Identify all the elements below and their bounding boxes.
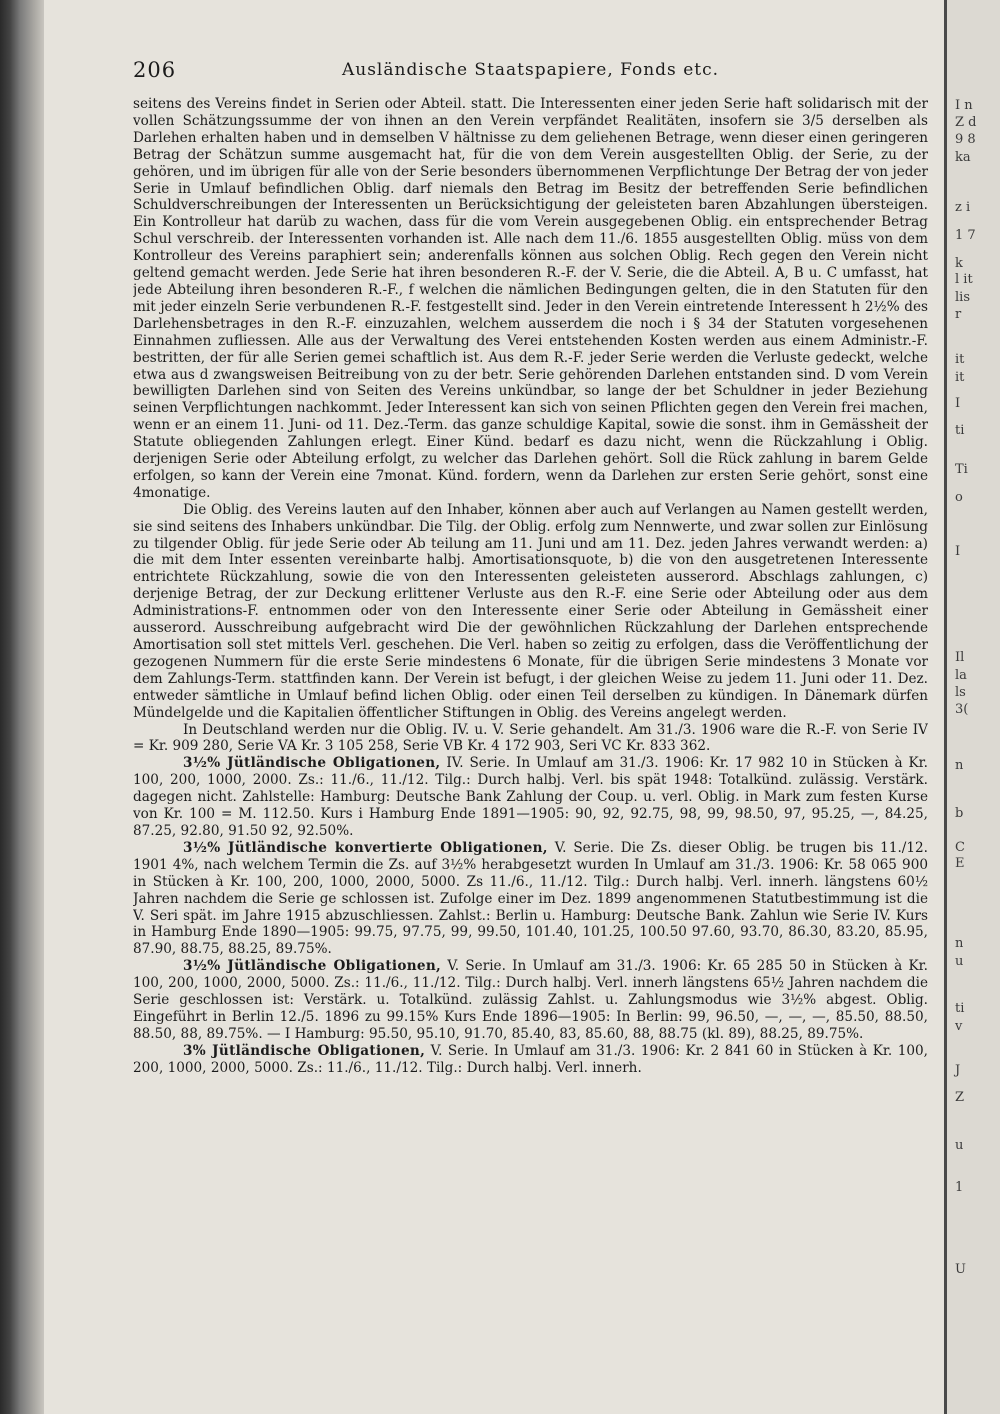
margin-fragment: Z xyxy=(955,1090,965,1105)
margin-fragment: it xyxy=(955,370,965,385)
bond-entry xyxy=(133,958,928,1043)
page-number: 206 xyxy=(133,58,177,82)
margin-fragment: n xyxy=(955,758,964,773)
body-text xyxy=(133,96,928,1396)
margin-fragment: r xyxy=(955,307,962,322)
margin-fragment: I xyxy=(955,396,961,411)
paragraph-text: Die Oblig. des Vereins lauten auf den Inhaber, können aber auch auf Verlangen au Namen gestellt werden, sie sind seitens des Inhabers unkündbar. Die Tilg. der Oblig. erfolg zum Nennwerte, und zwar sollen zur Einlösung zu tilgender Oblig. für jede Serie oder Ab teilung am 11. Juni und am 11. Dez. jeden Jahres verwandt werden: a) die mit dem Inter essenten vereinbarte halbj. Amortisationsquote, b) die von den ausgetretenen Interessente entrichtete Rückzahlung, sowie die von den Interessenten geleisteten ausserord. Abschlags zahlungen, c) derjenige Betrag, der zur Deckung erlittener Verluste aus den R.-F. eine Serie oder Abteilung oder aus dem Administrations-F. entnommen oder von den Interessente einer Serie oder Abteilung in Gemässheit einer ausserord. Ausschreibung aufgebracht wird Die der gewöhnlichen Rückzahlung der Darlehen entsprechende Amortisation soll stet mittels Verl. geschehen. Die Verl. haben so zeitig zu erfolgen, dass die Veröffentlichung der gezogenen Nummern für die erste Serie mindestens 6 Monate, für die übrigen Serie mindestens 3 Monate vor dem Zahlungs-Term. stattfinden kann. Der Verein ist befugt, i der gleichen Weise zu jedem 11. Juni oder 11. Dez. entweder sämtliche in Umlauf befind lichen Oblig. oder einen Teil derselben zu kündigen. In Dänemark dürfen Mündelgelde und die Kapitalien öffentlicher Stiftungen in Oblig. des Vereins angelegt werden. xyxy=(133,501,928,721)
margin-fragment: E xyxy=(955,856,965,871)
margin-fragment: 1 7 xyxy=(955,228,976,243)
margin-fragment: it xyxy=(955,352,965,367)
margin-fragment: 3( xyxy=(955,702,969,717)
margin-fragment: I xyxy=(955,544,961,559)
paragraph xyxy=(133,722,928,756)
bond-entry xyxy=(133,1043,928,1077)
margin-fragment: ka xyxy=(955,150,971,165)
margin-fragment: n xyxy=(955,936,964,951)
margin-fragment: ls xyxy=(955,685,966,700)
margin-fragment: Il xyxy=(955,650,965,665)
page-header xyxy=(133,58,928,84)
margin-fragment: o xyxy=(955,490,963,505)
margin-fragment: 9 8 xyxy=(955,132,976,147)
bond-entry xyxy=(133,755,928,840)
paragraph-text: In Deutschland werden nur die Oblig. IV. u. V. Serie gehandelt. Am 31./3. 1906 ware die R.-F. von Serie IV = Kr. 909 280, Serie VA Kr. 3 105 258, Serie VB Kr. 4 172 903, Seri VC Kr. 833 362. xyxy=(133,721,928,755)
margin-fragment: C xyxy=(955,840,965,855)
bond-entry-title: 3½% Jütländische Obligationen, xyxy=(183,755,441,772)
margin-fragment: la xyxy=(955,668,967,683)
bond-entry-text: IV. Serie. In Umlauf am 31./3. 1906: Kr. 17 982 10 in Stücken à Kr. 100, 200, 1000, 2000. Zs.: 11./6., 11./12. Tilg.: Durch halbj. Verl. bis spät 1948: Totalkünd. zulässig. Verstärk. dagegen nicht. Zahlstelle: Hamburg: Deutsche Bank Zahlung der Coup. u. verl. Oblig. in Mark zum festen Kurse von Kr. 100 = M. 112.50. Kurs i Hamburg Ende 1891—1905: 90, 92, 92.75, 98, 99, 98.50, 97, 95.25, —, 84.25, 87.25, 92.80, 91.50 92, 92.50%. xyxy=(133,755,928,839)
facing-page-strip xyxy=(944,0,1000,1414)
bond-entry xyxy=(133,840,928,958)
margin-fragment: lis xyxy=(955,290,970,305)
bond-entry-title: 3½% Jütländische konvertierte Obligationen, xyxy=(183,839,548,856)
paragraph xyxy=(133,96,928,502)
book-binding-shadow xyxy=(0,0,46,1414)
margin-fragment: u xyxy=(955,954,964,969)
paragraph-text: seitens des Vereins findet in Serien oder Abteil. statt. Die Interessenten einer jeden Serie haft solidarisch mit der vollen Schätzungssumme der von ihnen an den Verein verpfändet Realitäten, insofern sie 3/5 derselben als Darlehen erhalten haben und in demselben V hältnisse zu dem geliehenen Betrage, wenn dieser einen geringeren Betrag der Schätzun summe ausgemacht hat, für die von dem Verein ausgestellten Oblig. der Serie, zu der gehören, und im übrigen für alle von der Serie besonders übernommenen Verpflichtunge Der Betrag der von jeder Serie in Umlauf befindlichen Oblig. darf niemals den Betrag im Besitz der betreffenden Serie befindlichen Schuldverschreibungen der Interessenten un Berücksichtigung der geleisteten baren Abzahlungen übersteigen. Ein Kontrolleur hat darüb zu wachen, dass für die vom Verein ausgegebenen Oblig. ein entsprechender Betrag Schul verschreib. der Interessenten vorhanden ist. Alle nach dem 11./6. 1855 ausgestellten Oblig. müss von dem Kontrolleur des Vereins paraphiert sein; anderenfalls können aus solchen Oblig. Rech gegen den Verein nicht geltend gemacht werden. Jede Serie hat ihren besonderen R.-F. der V. Serie, die die Abteil. A, B u. C umfasst, hat jede Abteilung ihren besonderen R.-F., f welchen die nämlichen Bedingungen gelten, die in den Statuten für den mit jeder einzeln Serie verbundenen R.-F. festgestellt sind. Jeder in den Verein eintretende Interessent h 2½% des Darlehensbetrages in den R.-F. einzuzahlen, welchem ausserdem die noch i § 34 der Statuten vorgesehenen Einnahmen zufliessen. Alle aus der Verwaltung des Verei entstehenden Kosten werden aus einem Administr.-F. bestritten, der für alle Serien gemei schaftlich ist. Aus dem R.-F. jeder Serie werden die Verluste gedeckt, welche etwa aus d zwangsweisen Beitreibung von zu der betr. Serie gehörenden Darlehen entstanden sind. D vom Verein bewilligten Darlehen sind von Seiten des Vereins unkündbar, so lange der bet Schuldner in jeder Beziehung seinen Verpflichtungen nachkommt. Jeder Interessent kan sich von seinen Pflichten gegen den Verein frei machen, wenn er an einem 11. Juni- od 11. Dez.-Term. das ganze schuldige Kapital, sowie die sonst. ihm in Gemässheit der Statute obliegenden Zahlungen erlegt. Einer Künd. bedarf es dazu nicht, wenn die Rückzahlung i Oblig. derjenigen Serie oder Abteilung erfolgt, zu welcher das Darlehen gehört. Soll die Rück zahlung in barem Gelde erfolgen, so kann der Verein eine 7monat. Künd. fordern, wenn da Darlehen zur ersten Serie gehört, sonst eine 4monatige. xyxy=(133,96,928,501)
margin-fragment: Z d xyxy=(955,115,977,130)
bond-entry-title: 3% Jütländische Obligationen, xyxy=(183,1042,426,1059)
paragraph xyxy=(133,502,928,722)
margin-fragment: ti xyxy=(955,423,965,438)
margin-fragment: Ti xyxy=(955,462,968,477)
margin-fragment: z i xyxy=(955,200,971,215)
margin-fragment: l it xyxy=(955,272,973,287)
margin-fragment: k xyxy=(955,256,963,271)
bond-entry-text: V. Serie. In Umlauf am 31./3. 1906: Kr. 65 285 50 in Stücken à Kr. 100, 200, 1000, 2000, 5000. Zs.: 11./6., 11./12. Tilg.: Durch halbj. Verl. innerh längstens 65½ Jahren nachdem die Serie geschlossen ist: Verstärk. u. Totalkünd. zulässig Zahlst. u. Zahlungsmodus wie 3½% abgest. Oblig. Eingeführt in Berlin 12./5. 1896 zu 99.15% Kurs Ende 1896—1905: In Berlin: 99, 96.50, —, —, —, 85.50, 88.50, 88.50, 88, 89.75%. — I Hamburg: 95.50, 95.10, 91.70, 85.40, 83, 85.60, 88, 88.75 (kl. 89), 88.25, 89.75%. xyxy=(133,958,928,1042)
bond-entry-text: V. Serie. Die Zs. dieser Oblig. be trugen bis 11./12. 1901 4%, nach welchem Termin die Zs. auf 3½% herabgesetzt wurden In Umlauf am 31./3. 1906: Kr. 58 065 900 in Stücken à Kr. 100, 200, 1000, 2000, 5000. Zs 11./6., 11./12. Tilg.: Durch halbj. Verl. innerh. längstens 60½ Jahren nachdem die Serie ge schlossen ist. Zufolge einer im Dez. 1899 angenommenen Statutbestimmung ist die V. Seri spät. im Jahre 1915 abzuschliessen. Zahlst.: Berlin u. Hamburg: Deutsche Bank. Zahlun wie Serie IV. Kurs in Hamburg Ende 1890—1905: 99.75, 97.75, 99, 99.50, 101.40, 101.25, 100.50 97.60, 93.70, 86.30, 83.20, 85.95, 87.90, 88.75, 88.25, 89.75%. xyxy=(133,839,928,958)
running-title: Ausländische Staatspapiere, Fonds etc. xyxy=(341,60,720,80)
margin-fragment: U xyxy=(955,1262,966,1277)
bond-entry-text: V. Serie. In Umlauf am 31./3. 1906: Kr. 2 841 60 in Stücken à Kr. 100, 200, 1000, 2000, 5000. Zs.: 11./6., 11./12. Tilg.: Durch halbj. Verl. innerh. xyxy=(133,1042,928,1076)
margin-fragment: J xyxy=(955,1063,961,1078)
margin-fragment: I n xyxy=(955,98,973,113)
margin-fragment: ti xyxy=(955,1001,965,1016)
margin-fragment: 1 xyxy=(955,1180,964,1195)
bond-entry-title: 3½% Jütländische Obligationen, xyxy=(183,958,442,975)
margin-fragment: u xyxy=(955,1138,964,1153)
margin-fragment: b xyxy=(955,806,964,821)
margin-fragment: v xyxy=(955,1019,963,1034)
